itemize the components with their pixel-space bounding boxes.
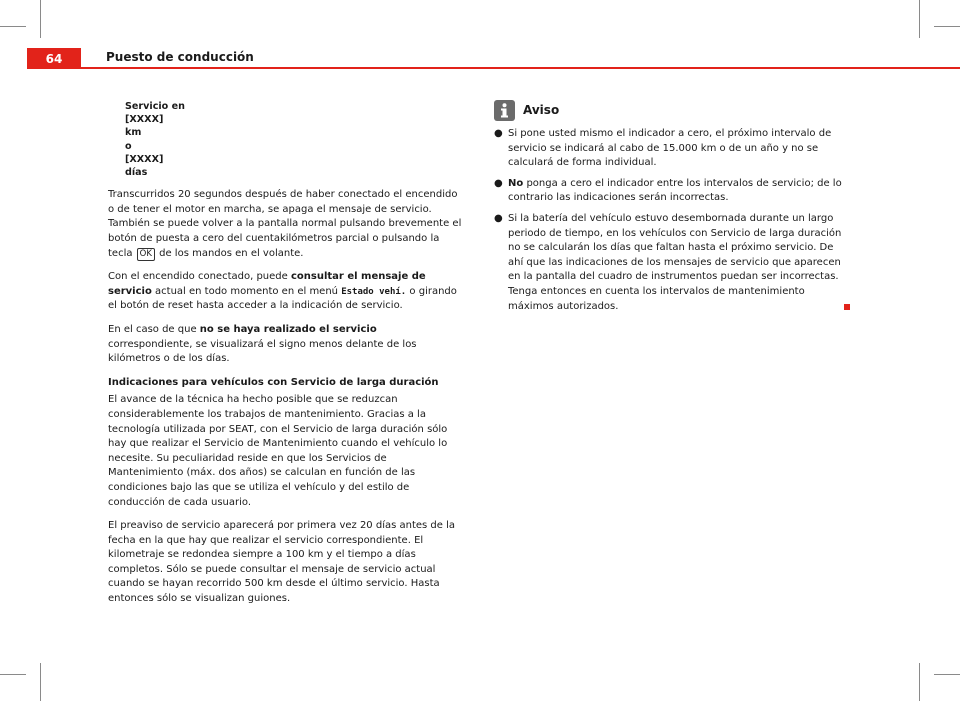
- crop-mark: [40, 0, 41, 38]
- end-of-section-icon: [844, 304, 850, 310]
- right-column: [494, 100, 850, 320]
- display-line: [XXXX]: [125, 114, 164, 126]
- header-rule: [81, 67, 960, 69]
- ok-key-symbol: OK: [137, 248, 155, 261]
- notice-item: ● No ponga a cero el indicador entre los intervalos de servicio; de lo contrario las indicaciones serán incorrectas.: [494, 177, 850, 206]
- left-column: [108, 100, 463, 616]
- menu-name: Estado vehí.: [341, 286, 407, 297]
- paragraph: El avance de la técnica ha hecho posible que se reduzcan considerablemente los trabajos de mantenimiento. Gracias a la tecnología utilizada por SEAT, con el Servicio de larga duración sólo hay que realizar el Servicio de Mantenimiento cuando el vehículo lo necesite. Su peculiaridad reside en que los Servicios de Mantenimiento (máx. dos años) se calculan en función de las condiciones bajo las que se utiliza el vehículo y del estilo de conducción de cada usuario.: [108, 394, 448, 508]
- section-heading: Indicaciones para vehículos con Servicio de larga duración: [108, 376, 439, 388]
- crop-mark: [0, 674, 26, 675]
- page-title: Puesto de conducción: [106, 50, 254, 64]
- display-line: días: [125, 167, 148, 179]
- notice-title: Aviso: [523, 103, 560, 118]
- paragraph: Transcurridos 20 segundos después de haber conectado el encendido o de tener el motor en marcha, se apaga el mensaje de servicio. También se puede volver a la pantalla normal pulsando brevemente el botón de puesta a cero del cuentakilómetros parcial o pulsando la tecla OK de los mandos en el volante.: [108, 189, 462, 259]
- bullet-icon: ●: [494, 177, 503, 189]
- bullet-icon: ●: [494, 128, 503, 139]
- notice-item: ● Si la batería del vehículo estuvo desembornada durante un largo periodo de tiempo, en los vehículos con Servicio de larga duración no se calcularán los días que faltan hasta el próximo servicio. De ahí que las indicaciones de los mensajes de servicio que aparecen en la pantalla del cuadro de instrumentos puedan ser incorrectas. Tenga entonces en cuenta los intervalos de mantenimiento máximos autorizados.: [494, 212, 850, 314]
- service-display-example: [125, 100, 463, 179]
- crop-mark: [919, 0, 920, 38]
- crop-mark: [40, 663, 41, 701]
- display-line: km: [125, 127, 142, 139]
- notice-header: [494, 100, 850, 121]
- crop-mark: [934, 674, 960, 675]
- crop-mark: [0, 26, 26, 27]
- paragraph: En el caso de que no se haya realizado el servicio correspondiente, se visualizará el signo menos delante de los kilómetros o de los días.: [108, 323, 417, 365]
- display-line: [XXXX]: [125, 153, 164, 165]
- display-line: Servicio en: [125, 101, 185, 112]
- info-icon: [494, 100, 515, 121]
- notice-item: ● Si pone usted mismo el indicador a cero, el próximo intervalo de servicio se indicará al cabo de 15.000 km o de un año y no se calculará de forma individual.: [494, 127, 850, 171]
- bullet-icon: ●: [494, 212, 503, 224]
- display-line: o: [125, 140, 132, 152]
- page-number: 64: [27, 48, 81, 69]
- crop-mark: [919, 663, 920, 701]
- paragraph: El preaviso de servicio aparecerá por primera vez 20 días antes de la fecha en la que hay que realizar el servicio correspondiente. El kilometraje se redondea siempre a 100 km y el tiempo a días completos. Sólo se puede consultar el mensaje de servicio actual cuando se hayan recorrido 500 km desde el último servicio. Hasta entonces sólo se visualizan guiones.: [108, 520, 455, 605]
- paragraph: Con el encendido conectado, puede consultar el mensaje de servicio actual en todo momento en el menú Estado vehí. o girando el botón de reset hasta acceder a la indicación de servicio.: [108, 271, 457, 312]
- crop-mark: [934, 26, 960, 27]
